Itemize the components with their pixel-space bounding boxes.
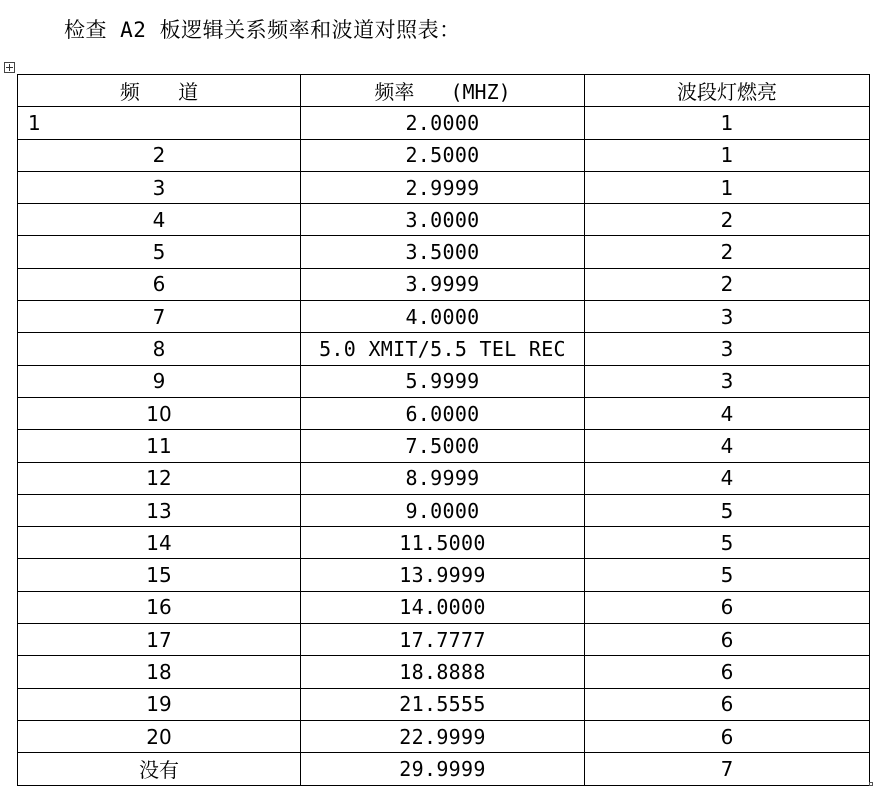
table-row bbox=[18, 268, 870, 300]
cell-frequency: 22.9999 bbox=[301, 720, 585, 752]
header-channel: 频 道 bbox=[18, 75, 301, 107]
table-row bbox=[18, 397, 870, 429]
cell-channel: 没有 bbox=[18, 753, 301, 785]
cell-channel: 14 bbox=[18, 527, 301, 559]
table-row bbox=[18, 494, 870, 526]
cell-channel: 8 bbox=[18, 333, 301, 365]
header-frequency: 频率 (MHZ) bbox=[301, 75, 585, 107]
cell-frequency: 14.0000 bbox=[301, 591, 585, 623]
cell-band: 4 bbox=[585, 462, 870, 494]
cell-frequency: 7.5000 bbox=[301, 430, 585, 462]
table-row bbox=[18, 688, 870, 720]
table-row bbox=[18, 753, 870, 785]
cell-frequency: 6.0000 bbox=[301, 397, 585, 429]
cell-band: 6 bbox=[585, 688, 870, 720]
cell-band: 6 bbox=[585, 720, 870, 752]
cell-band: 5 bbox=[585, 494, 870, 526]
cell-channel: 18 bbox=[18, 656, 301, 688]
cell-frequency: 17.7777 bbox=[301, 624, 585, 656]
cell-band: 5 bbox=[585, 527, 870, 559]
cell-channel: 13 bbox=[18, 494, 301, 526]
cell-band: 4 bbox=[585, 397, 870, 429]
cell-frequency: 13.9999 bbox=[301, 559, 585, 591]
cell-band: 3 bbox=[585, 333, 870, 365]
table-row bbox=[18, 236, 870, 268]
cell-channel: 10 bbox=[18, 397, 301, 429]
cell-band: 1 bbox=[585, 171, 870, 203]
table-resize-handle-icon[interactable] bbox=[869, 782, 873, 786]
cell-frequency: 8.9999 bbox=[301, 462, 585, 494]
table-move-handle-icon[interactable] bbox=[4, 62, 15, 73]
table-header-row bbox=[18, 75, 870, 107]
header-band-lamp: 波段灯燃亮 bbox=[585, 75, 870, 107]
cell-frequency: 2.0000 bbox=[301, 107, 585, 139]
cell-band: 6 bbox=[585, 656, 870, 688]
cell-channel: 16 bbox=[18, 591, 301, 623]
cell-frequency: 3.9999 bbox=[301, 268, 585, 300]
table-row bbox=[18, 559, 870, 591]
cell-band: 6 bbox=[585, 624, 870, 656]
table-row bbox=[18, 720, 870, 752]
table-row bbox=[18, 591, 870, 623]
table-row bbox=[18, 107, 870, 139]
cell-channel: 15 bbox=[18, 559, 301, 591]
table-row bbox=[18, 624, 870, 656]
cell-channel: 6 bbox=[18, 268, 301, 300]
cell-channel: 20 bbox=[18, 720, 301, 752]
table-row bbox=[18, 656, 870, 688]
table-row bbox=[18, 365, 870, 397]
table-row bbox=[18, 139, 870, 171]
cell-channel: 17 bbox=[18, 624, 301, 656]
cell-frequency: 21.5555 bbox=[301, 688, 585, 720]
cell-frequency: 18.8888 bbox=[301, 656, 585, 688]
cell-frequency: 4.0000 bbox=[301, 301, 585, 333]
cell-band: 7 bbox=[585, 753, 870, 785]
cell-channel: 5 bbox=[18, 236, 301, 268]
table-row bbox=[18, 462, 870, 494]
cell-frequency: 2.5000 bbox=[301, 139, 585, 171]
cell-band: 2 bbox=[585, 268, 870, 300]
cell-frequency: 29.9999 bbox=[301, 753, 585, 785]
table-row bbox=[18, 204, 870, 236]
table-row bbox=[18, 301, 870, 333]
cell-band: 2 bbox=[585, 236, 870, 268]
cell-frequency: 5.9999 bbox=[301, 365, 585, 397]
cell-band: 3 bbox=[585, 365, 870, 397]
cell-channel: 7 bbox=[18, 301, 301, 333]
cell-frequency: 2.9999 bbox=[301, 171, 585, 203]
cell-band: 1 bbox=[585, 139, 870, 171]
cell-band: 2 bbox=[585, 204, 870, 236]
cell-channel: 2 bbox=[18, 139, 301, 171]
cell-band: 3 bbox=[585, 301, 870, 333]
cell-channel: 19 bbox=[18, 688, 301, 720]
cell-frequency: 5.0 XMIT/5.5 TEL REC bbox=[301, 333, 585, 365]
cell-band: 1 bbox=[585, 107, 870, 139]
cell-frequency: 11.5000 bbox=[301, 527, 585, 559]
cell-channel: 3 bbox=[18, 171, 301, 203]
cell-channel: 11 bbox=[18, 430, 301, 462]
table-row bbox=[18, 527, 870, 559]
cell-channel: 1 bbox=[18, 107, 301, 139]
table-row bbox=[18, 333, 870, 365]
table-row bbox=[18, 430, 870, 462]
cell-frequency: 9.0000 bbox=[301, 494, 585, 526]
cell-band: 6 bbox=[585, 591, 870, 623]
cell-channel: 9 bbox=[18, 365, 301, 397]
cell-channel: 4 bbox=[18, 204, 301, 236]
cell-frequency: 3.0000 bbox=[301, 204, 585, 236]
document-title: 检查 A2 板逻辑关系频率和波道对照表： bbox=[64, 18, 461, 42]
table-row bbox=[18, 171, 870, 203]
frequency-channel-table bbox=[17, 74, 870, 786]
cell-frequency: 3.5000 bbox=[301, 236, 585, 268]
cell-band: 4 bbox=[585, 430, 870, 462]
cell-channel: 12 bbox=[18, 462, 301, 494]
cell-band: 5 bbox=[585, 559, 870, 591]
